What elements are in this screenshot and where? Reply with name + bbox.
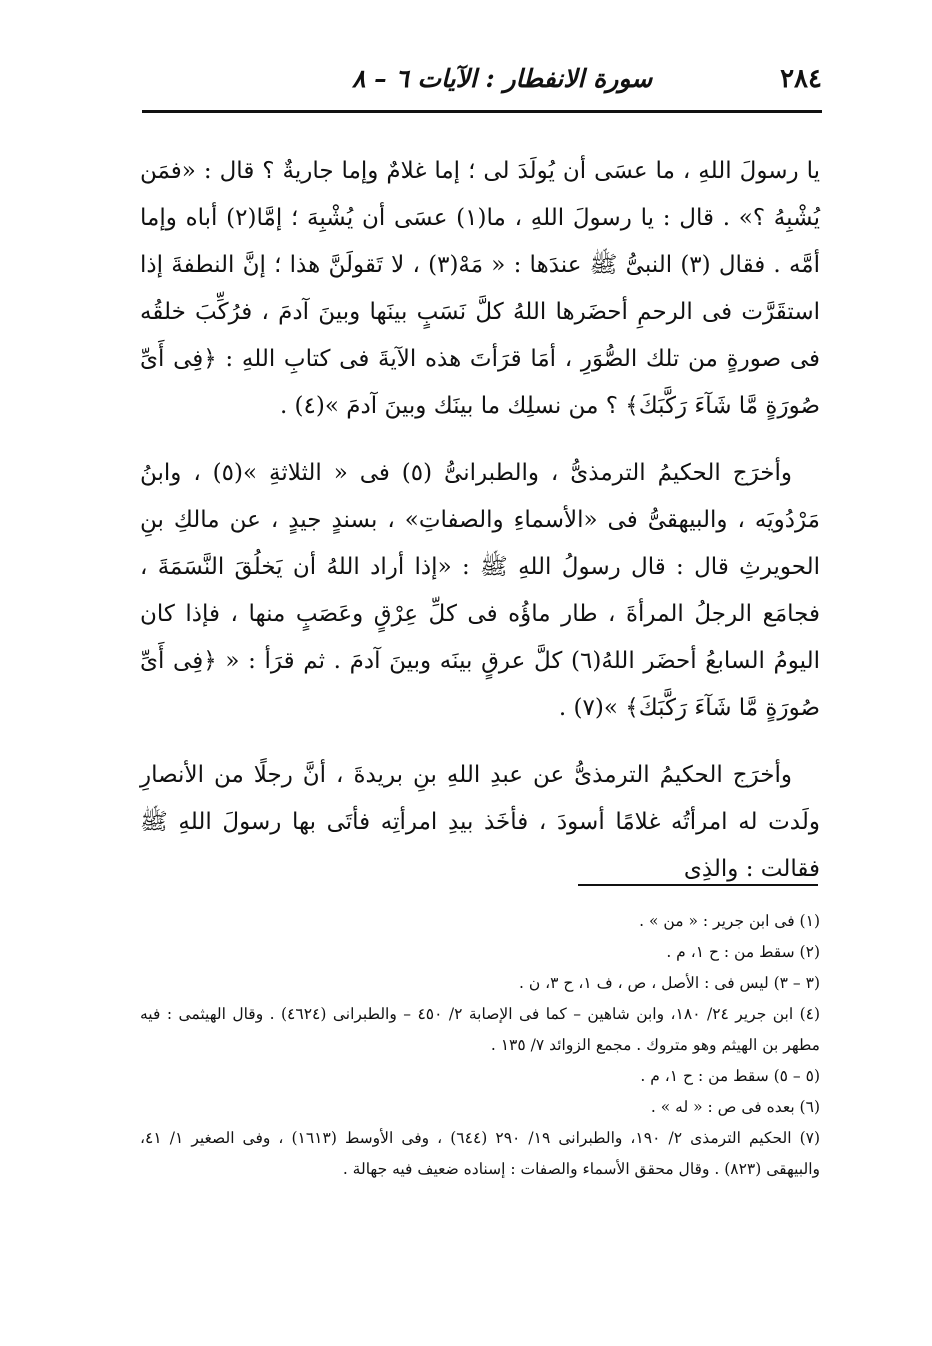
footnote-2: (٢) سقط من : ح ١، م . xyxy=(666,943,820,961)
footnote-6: (٦) بعده فى ص : « له » . xyxy=(650,1098,820,1116)
main-text xyxy=(140,148,820,893)
footnote-1: (١) فى ابن جرير : « من » . xyxy=(639,912,820,930)
paragraph-2: وأخرَج الحكيمُ الترمذىُّ ، والطبرانىُّ (٥) فى « الثلاثةِ »(٥) ، وابنُ مَرْدُويَه ، والبيهقىُّ فى «الأسماءِ والصفاتِ» ، بسندٍ جيدٍ ، عن مالكِ بنِ الحويرثِ قال : قال رسولُ اللهِ ﷺ : «إذا أراد اللهُ أن يَخلُقَ النَّسَمَةَ ، فجامَع الرجلُ المرأةَ ، طار ماؤُه فى كلِّ عِرْقٍ وعَصَبٍ منها ، فإذا كان اليومُ السابعُ أحضَر اللهُ(٦) كلَّ عرقٍ بينَه وبينَ آدمَ . ثم قرَأ : « ﴿فِى أَىِّ صُورَةٍ مَّا شَآءَ رَكَّبَكَ﴾ »(٧) . xyxy=(140,460,820,721)
footnote-4: (٤) ابن جرير ٢٤/ ١٨٠، وابن شاهين – كما فى الإصابة ٢/ ٤٥٠ – والطبرانى (٤٦٢٤) . وقال الهيثمى : فيه مطهر بن الهيثم وهو متروك . مجمع الزوائد ٧/ ١٣٥ . xyxy=(140,1005,821,1054)
footnote-separator xyxy=(578,884,818,886)
running-title: سورة الانفطار : الآيات ٦ – ٨ xyxy=(352,64,653,93)
paragraph-1: يا رسولَ اللهِ ، ما عسَى أن يُولَدَ لى ؛ إما غلامٌ وإما جاريةٌ ؟ قال : «فمَن يُشْبِهُ ؟» . قال : يا رسولَ اللهِ ، ما(١) عسَى أن يُشْبِهَ ؛ إمَّا(٢) أباه وإما أمَّه . فقال (٣) النبىُّ ﷺ عندَها : « مَهْ(٣) ، لا تَقولَنَّ هذا ؛ إنَّ النطفةَ إذا استقَرَّت فى الرحمِ أحضَرها اللهُ كلَّ نَسَبٍ بينَها وبينَ آدمَ ، فرُكِّبَ خلقُه فى صورةٍ من تلك الصُّوَرِ ، أمَا قرَأتَ هذه الآيةَ فى كتابِ اللهِ : ﴿فِى أَىِّ صُورَةٍ مَّا شَآءَ رَكَّبَكَ﴾ ؟ من نسلِك ما بينَك وبينَ آدمَ »(٤) . xyxy=(140,158,820,419)
header-rule xyxy=(142,110,822,113)
footnote-5: (٥ – ٥) سقط من : ح ١، م . xyxy=(640,1067,820,1085)
footnote-3: (٣ – ٣) ليس فى : الأصل ، ص ، ف ١، ح ٣، ن . xyxy=(519,974,820,992)
footnote-7: (٧) الحكيم الترمذى ٢/ ١٩٠، والطبرانى ١٩/ ٢٩٠ (٦٤٤) ، وفى الأوسط (١٦١٣) ، وفى الصغير ١/ ٤١، والبيهقى (٨٢٣) . وقال محقق الأسماء والصفات : إسناده ضعيف فيه جهالة . xyxy=(140,1129,821,1178)
footnotes xyxy=(140,906,820,1185)
page-number: ٢٨٤ xyxy=(780,64,822,94)
page-header xyxy=(142,52,822,108)
paragraph-3: وأخرَج الحكيمُ الترمذىُّ عن عبدِ اللهِ بنِ بريدةَ ، أنَّ رجلًا من الأنصارِ ولَدت له امرأتُه غلامًا أسودَ ، فأخَذ بيدِ امرأتِه فأتَى بها رسولَ اللهِ ﷺ فقالت : والذِى xyxy=(140,762,820,882)
